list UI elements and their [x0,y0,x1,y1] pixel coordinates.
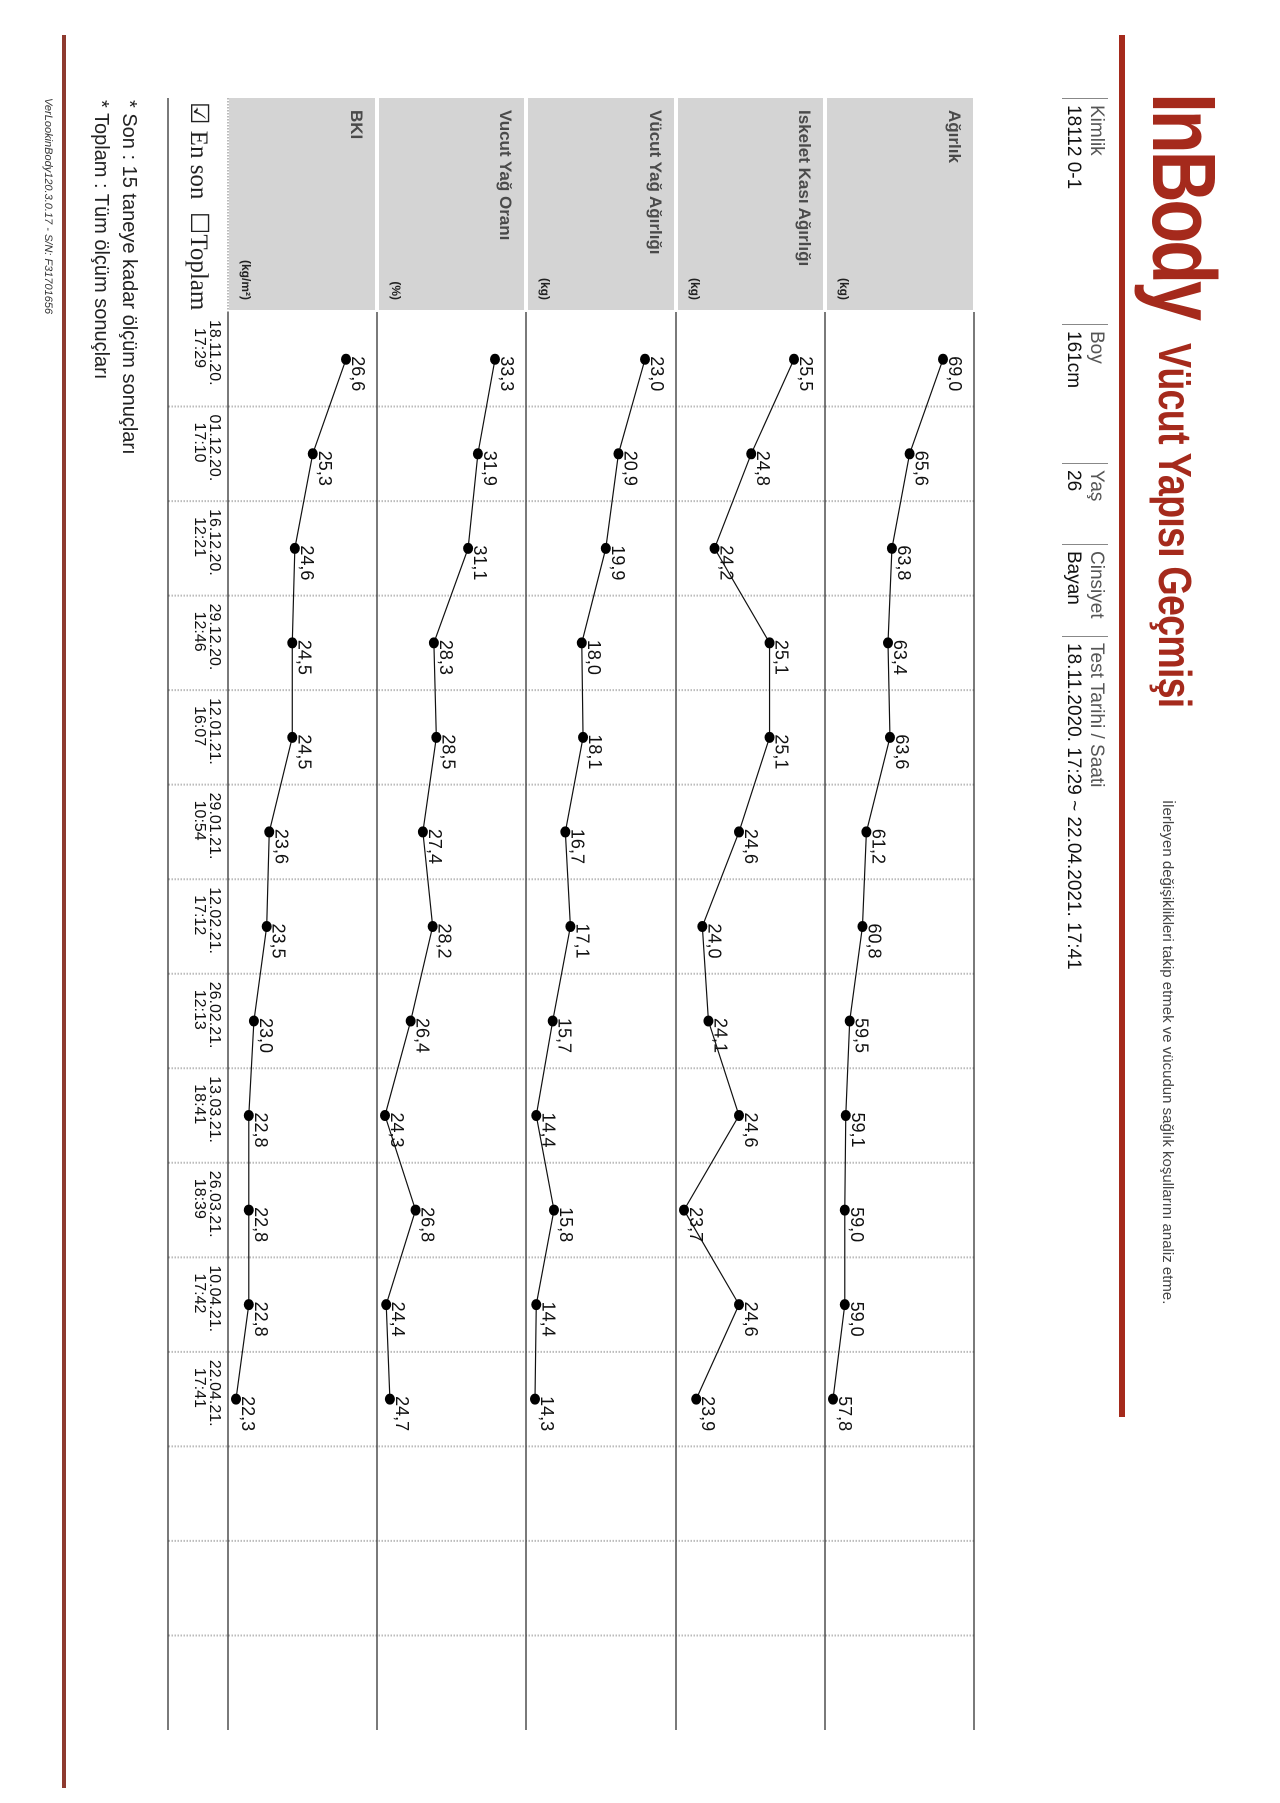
date-label [192,415,222,482]
row-label: Ağırlık [945,110,964,163]
data-label: 24,1 [710,1018,731,1054]
date-label [192,793,222,860]
date-label [192,604,222,671]
row-unit: (kg) [837,278,851,300]
data-label: 57,8 [835,1396,855,1432]
time-text: 17:12 [191,895,208,936]
date-label [192,887,222,954]
time-text: 12:13 [191,989,208,1030]
footer-divider [62,35,66,1788]
data-label: 59,0 [846,1207,867,1243]
footnote-total: * Toplam : Tüm ölçüm sonuçları [90,100,112,380]
info-value: 18.11.2020. 17:29 ~ 22.04.2021. 17:41 [1063,643,1084,970]
info-value: Bayan [1063,551,1084,605]
latest-label[interactable]: En son [185,130,212,200]
data-label: 22,8 [250,1207,271,1243]
date-label [192,320,222,386]
data-label: 15,7 [554,1018,575,1054]
data-label: 14,4 [538,1112,559,1148]
date-label [192,1076,222,1143]
info-value: 18112 0-1 [1063,105,1084,190]
data-label: 24,5 [294,639,315,675]
data-label: 24,7 [391,1396,412,1432]
data-label: 61,2 [868,828,889,864]
data-label: 22,3 [238,1396,258,1432]
data-label: 23,9 [698,1396,719,1432]
total-checkbox[interactable]: ☐ [185,211,212,235]
data-label: 22,8 [250,1112,271,1148]
data-label: 59,0 [846,1301,867,1337]
info-value: 161cm [1063,331,1084,389]
time-text: 12:46 [191,611,208,652]
data-label: 59,1 [847,1112,868,1148]
page-subtitle: İlerleyen değişiklikleri takip etmek ve vücudun sağlık koşullarını analiz etme. [1159,800,1176,1305]
latest-checkbox[interactable]: ☑ [185,102,212,125]
date-text: 29.12.20. [206,603,223,671]
data-label: 24,6 [296,545,317,581]
date-text: 13.03.21. [206,1076,223,1143]
date-label [192,982,222,1049]
info-label: Kimlik [1086,105,1107,156]
data-label: 16,7 [567,828,588,864]
info-label: Yaş [1086,470,1107,502]
info-label: Boy [1086,331,1107,364]
time-text: 17:10 [191,422,208,463]
date-label [192,1171,222,1238]
data-label: 14,3 [537,1396,557,1432]
time-text: 17:42 [191,1273,208,1314]
total-label[interactable]: Toplam [185,234,212,311]
data-label: 26,4 [412,1018,433,1054]
data-label: 25,1 [771,639,792,675]
info-value: 26 [1063,470,1084,492]
info-label: Test Tarihi / Saati [1086,643,1107,788]
data-label: 31,1 [470,545,491,581]
data-label: 18,1 [585,734,606,770]
date-text: 26.02.21. [206,981,223,1049]
data-label: 24,6 [741,1301,761,1337]
data-label: 14,4 [538,1301,559,1337]
date-text: 12.01.21. [206,698,223,765]
data-label: 28,5 [438,734,459,770]
data-label: 63,8 [893,545,914,581]
date-text: 16.12.20. [206,509,223,576]
version-text: VerLookinBody120.3.0.17 - S/N: F31701656 [42,98,54,315]
row-unit: (kg) [538,278,552,300]
time-text: 18:41 [191,1084,208,1125]
data-label: 25,1 [771,734,792,770]
data-label: 24,6 [741,828,761,864]
data-label: 26,6 [348,356,368,392]
date-label [192,1265,222,1332]
data-label: 24,4 [388,1301,409,1337]
time-text: 10:54 [191,800,208,841]
data-label: 23,5 [268,923,289,959]
data-label: 33,3 [497,356,517,392]
data-label: 17,1 [572,923,593,959]
date-text: 18.11.20. [206,320,223,386]
data-label: 59,5 [851,1018,872,1054]
data-label: 24,2 [716,545,737,581]
date-label [192,698,222,765]
date-text: 22.04.21. [206,1359,223,1427]
time-text: 12:21 [191,517,208,558]
data-label: 69,0 [945,356,965,392]
data-label: 25,3 [314,450,335,486]
page-title: Vücut Yapısı Geçmişi [1149,343,1201,708]
date-label [192,1360,222,1427]
data-label: 20,9 [620,450,641,486]
data-label: 31,9 [479,450,500,486]
data-label: 23,0 [647,356,667,392]
date-text: 01.12.20. [206,414,223,482]
data-label: 18,0 [583,639,604,675]
time-text: 18:39 [191,1178,208,1219]
time-text: 17:41 [191,1367,208,1408]
row-unit: (%) [389,281,403,300]
data-label: 24,0 [704,923,725,959]
data-label: 24,6 [741,1112,761,1148]
date-label [192,509,222,576]
data-label: 19,9 [607,545,628,581]
data-label: 28,3 [435,639,456,675]
row-label: Vücut Yağ Ağırlığı [646,110,665,255]
time-text: 17:29 [191,328,208,369]
data-label: 60,8 [864,923,885,959]
row-label: Vucut Yağ Oranı [496,110,515,241]
footnote-latest: * Son : 15 taneye kadar ölçüm sonuçları [118,100,140,455]
row-label: BKI [347,110,366,140]
row-label: Iskelet Kası Ağırlığı [795,110,814,267]
data-label: 65,6 [911,450,932,486]
date-text: 29.01.21. [206,792,223,860]
data-label: 63,4 [890,639,910,675]
data-label: 23,0 [255,1018,276,1054]
date-text: 26.03.21. [206,1170,223,1238]
data-label: 23,6 [271,828,292,864]
data-label: 28,2 [434,923,455,959]
date-text: 10.04.21. [206,1265,223,1333]
data-label: 23,7 [686,1207,706,1243]
inbody-logo: InBody [1133,93,1233,318]
data-label: 26,8 [417,1207,438,1243]
row-unit: (kg) [688,278,702,300]
data-label: 25,5 [796,356,816,392]
data-label: 24,3 [387,1112,407,1148]
view-toggle [184,102,214,310]
data-label: 63,6 [891,734,912,770]
date-text: 12.02.21. [206,887,223,954]
row-unit: (kg/m²) [239,260,253,300]
data-label: 15,8 [555,1207,576,1243]
data-label: 27,4 [424,828,445,864]
info-label: Cinsiyet [1086,551,1107,619]
data-label: 22,8 [250,1301,271,1337]
data-label: 24,8 [753,450,774,486]
data-label: 24,5 [294,734,315,770]
time-text: 16:07 [191,706,208,747]
